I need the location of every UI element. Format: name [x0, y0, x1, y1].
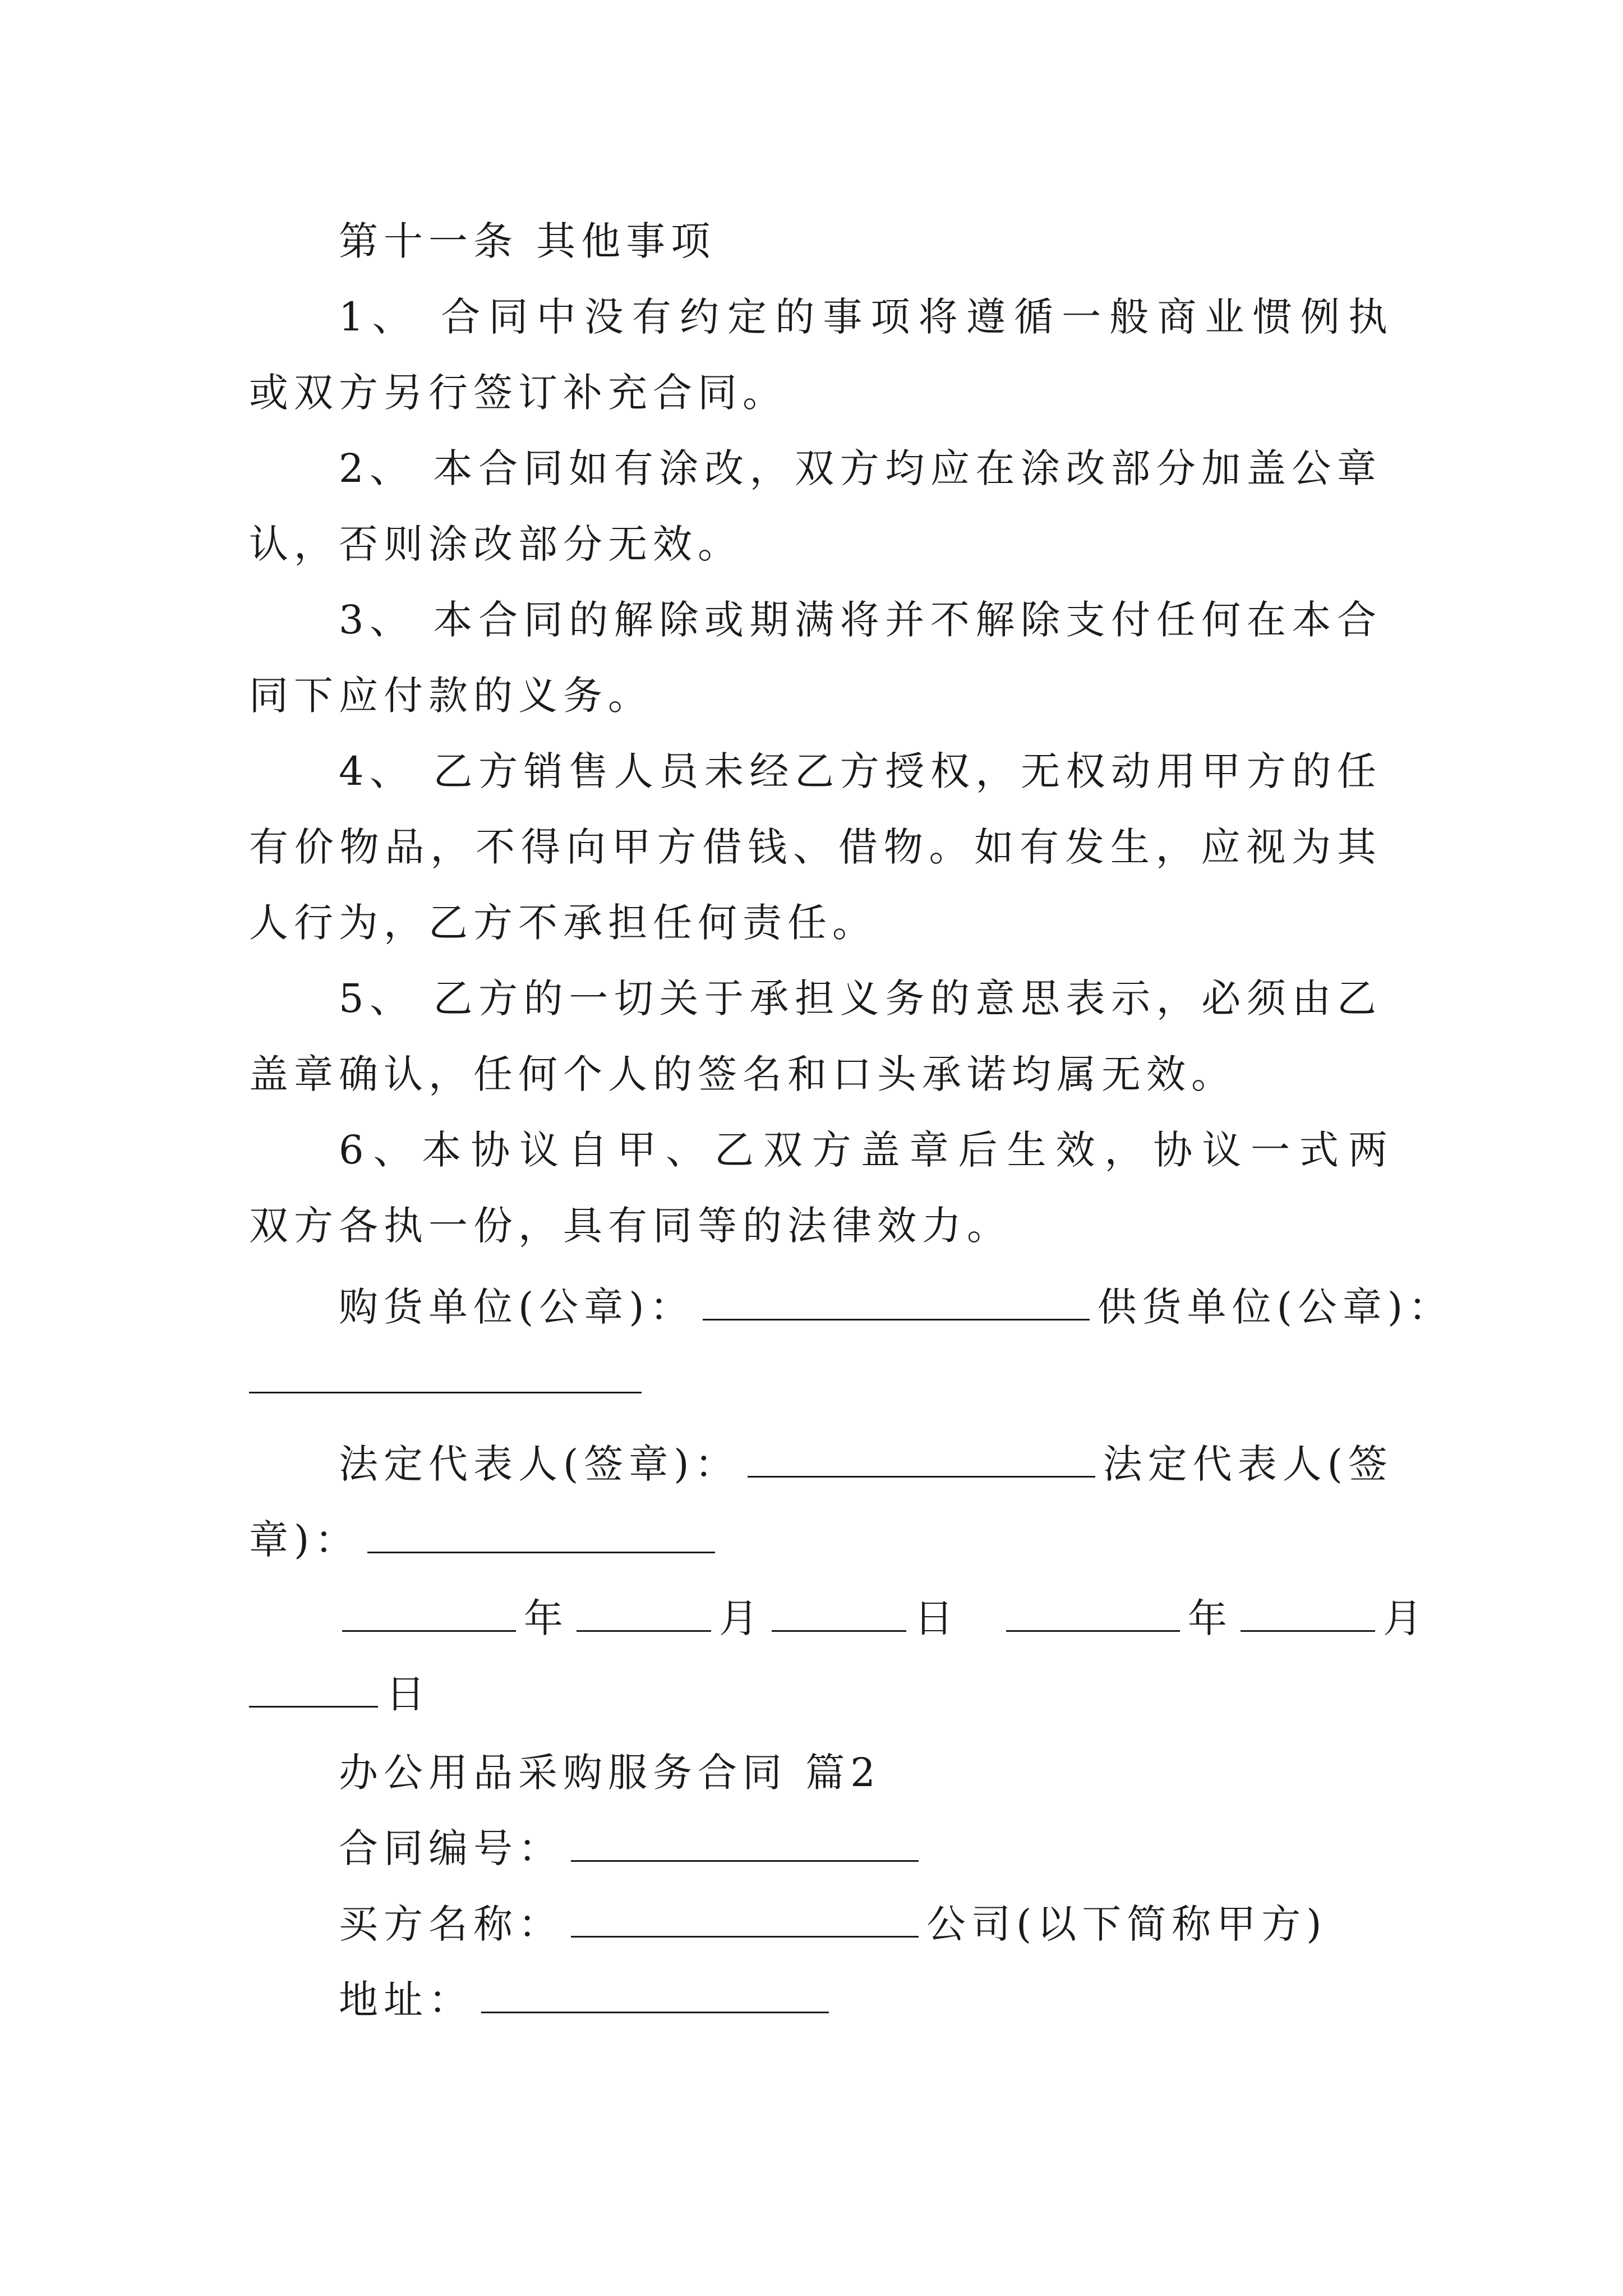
- day-label-1: 日: [914, 1595, 959, 1641]
- year-label-1: 年: [524, 1595, 569, 1641]
- supplier-unit-blank: [249, 1355, 642, 1393]
- buyer-name-row: [339, 1896, 1327, 1952]
- item-2-line-1: 2、 本合同如有涂改，双方均应在涂改部分加盖公章: [339, 445, 1382, 491]
- year-blank-2: [1006, 1593, 1180, 1632]
- year-label-2: 年: [1188, 1595, 1233, 1641]
- item-6-line-1: 6、本协议自甲、乙双方盖章后生效，协议一式两: [339, 1127, 1393, 1173]
- legal-rep-2-blank: [367, 1515, 715, 1553]
- buyer-name-label: 买方名称：: [339, 1901, 563, 1947]
- year-blank-1: [342, 1593, 516, 1632]
- article-heading: 第十一条 其他事项: [339, 218, 716, 264]
- address-row: [339, 1972, 837, 2028]
- item-4-line-1: 4、 乙方销售人员未经乙方授权，无权动用甲方的任: [339, 748, 1382, 794]
- month-blank-1: [577, 1593, 711, 1632]
- buyer-name-blank: [571, 1899, 919, 1938]
- month-label-2: 月: [1383, 1595, 1428, 1641]
- month-blank-2: [1241, 1593, 1375, 1632]
- item-4-line-2: 有价物品，不得向甲方借钱、借物。如有发生，应视为其: [249, 824, 1382, 870]
- item-2-line-2: 认，否则涂改部分无效。: [249, 521, 743, 567]
- day-blank-1: [772, 1593, 906, 1632]
- month-label-1: 月: [719, 1595, 764, 1641]
- buyer-name-suffix: 公司(以下简称甲方): [926, 1901, 1327, 1947]
- buyer-unit-blank: [703, 1282, 1090, 1320]
- item-4-line-3: 人行为，乙方不承担任何责任。: [249, 900, 877, 946]
- day-label-2: 日: [386, 1671, 431, 1717]
- address-label: 地址：: [339, 1977, 473, 2023]
- legal-rep-2-row: [249, 1512, 723, 1568]
- legal-rep-2-label-part2: 章)：: [249, 1517, 360, 1563]
- contract-2-title: 办公用品采购服务合同 篇2: [339, 1750, 881, 1796]
- legal-rep-1-blank: [748, 1439, 1095, 1478]
- item-5-line-2: 盖章确认，任何个人的签名和口头承诺均属无效。: [249, 1051, 1236, 1097]
- legal-rep-2-label-part1: 法定代表人(签: [1103, 1441, 1393, 1487]
- buyer-unit-label: 购货单位(公章)：: [339, 1284, 695, 1330]
- item-6-line-2: 双方各执一份，具有同等的法律效力。: [249, 1203, 1012, 1249]
- day-blank-2: [249, 1669, 378, 1708]
- contract-no-row: [339, 1820, 926, 1876]
- date-row-2: [249, 1666, 431, 1722]
- supplier-unit-label: 供货单位(公章)：: [1097, 1284, 1454, 1330]
- item-3-line-1: 3、 本合同的解除或期满将并不解除支付任何在本合: [339, 597, 1382, 643]
- item-5-line-1: 5、 乙方的一切关于承担义务的意思表示，必须由乙: [339, 976, 1382, 1022]
- buyer-unit-row: [339, 1279, 1453, 1335]
- date-row: [342, 1590, 1428, 1646]
- legal-rep-1-label: 法定代表人(签章)：: [339, 1441, 740, 1487]
- supplier-unit-row: [249, 1352, 649, 1408]
- item-1-line-2: 或双方另行签订补充合同。: [249, 370, 787, 416]
- contract-no-label: 合同编号：: [339, 1825, 563, 1871]
- item-3-line-2: 同下应付款的义务。: [249, 673, 653, 719]
- contract-no-blank: [571, 1823, 919, 1862]
- item-1-line-1: 1、 合同中没有约定的事项将遵循一般商业惯例执: [339, 294, 1393, 340]
- legal-rep-row: [339, 1436, 1393, 1492]
- address-blank: [481, 1975, 829, 2013]
